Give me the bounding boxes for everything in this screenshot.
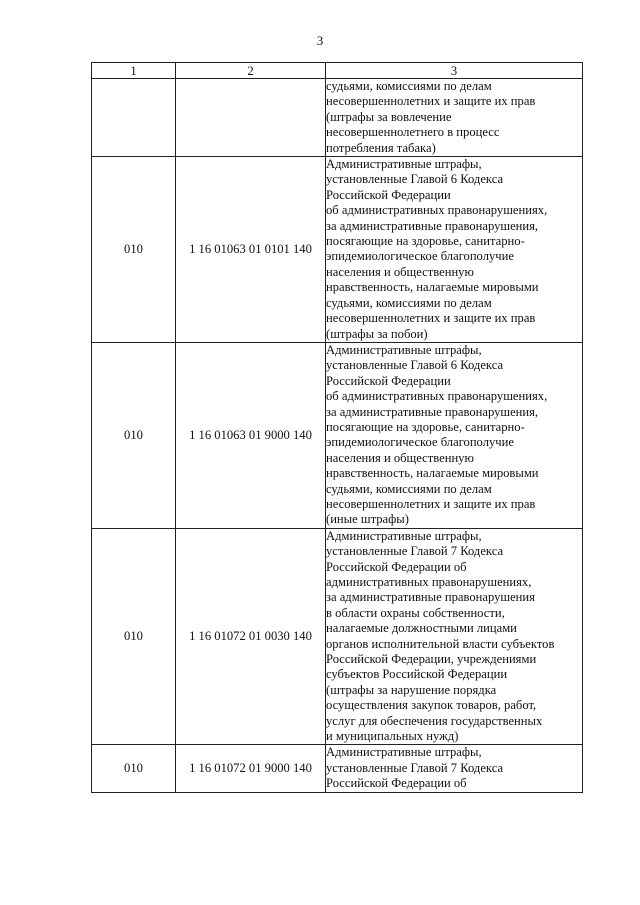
description-cell	[326, 745, 583, 792]
description-line: Российской Федерации об	[326, 559, 467, 574]
description-line: за административные правонарушения,	[326, 218, 539, 233]
description-line: Административные штрафы,	[326, 157, 482, 172]
description-line: несовершеннолетних и защите их прав	[326, 311, 536, 326]
description-line: (иные штрафы)	[326, 512, 409, 527]
description-line: несовершеннолетних и защите их прав	[326, 94, 536, 109]
description-line: об административных правонарушениях,	[326, 203, 548, 218]
description-cell	[326, 342, 583, 528]
description-cell	[326, 79, 583, 157]
description-line: (штрафы за вовлечение	[326, 109, 452, 124]
description-line: установленные Главой 6 Кодекса	[326, 358, 504, 373]
admin-code-cell	[92, 79, 176, 157]
description-line: органов исполнительной власти субъектов	[326, 636, 555, 651]
description-line: эпидемиологическое благополучие	[326, 435, 514, 450]
description-line: установленные Главой 6 Кодекса	[326, 172, 504, 187]
description-line: услуг для обеспечения государственных	[326, 713, 543, 728]
description-cell	[326, 157, 583, 343]
description-line: об административных правонарушениях,	[326, 389, 548, 404]
admin-code-cell: 010	[92, 342, 176, 528]
table-row	[92, 528, 583, 745]
table-row	[92, 342, 583, 528]
description-line: потребления табака)	[326, 140, 436, 155]
description-line: Административные штрафы,	[326, 528, 482, 543]
description-line: за административные правонарушения,	[326, 404, 539, 419]
description-line: судьями, комиссиями по делам	[326, 79, 492, 93]
description-cell	[326, 528, 583, 745]
description-line: Административные штрафы,	[326, 342, 482, 357]
description-line: посягающие на здоровье, санитарно-	[326, 419, 525, 434]
description-line: субъектов Российской Федерации	[326, 667, 508, 682]
description-line: Административные штрафы,	[326, 745, 482, 760]
description-line: за административные правонарушения	[326, 590, 535, 605]
table-row	[92, 79, 583, 157]
budget-code-cell: 1 16 01063 01 9000 140	[176, 342, 326, 528]
description-line: Российской Федерации, учреждениями	[326, 652, 537, 667]
budget-code-cell: 1 16 01063 01 0101 140	[176, 157, 326, 343]
description-line: нравственность, налагаемые мировыми	[326, 280, 539, 295]
description-line: судьями, комиссиями по делам	[326, 295, 492, 310]
description-line: посягающие на здоровье, санитарно-	[326, 234, 525, 249]
description-line: эпидемиологическое благополучие	[326, 249, 514, 264]
column-header-3: 3	[326, 63, 583, 79]
description-line: административных правонарушениях,	[326, 575, 532, 589]
description-line: осуществления закупок товаров, работ,	[326, 698, 537, 713]
table-row	[92, 745, 583, 792]
budget-code-cell	[176, 79, 326, 157]
description-line: Российской Федерации	[326, 187, 451, 202]
budget-codes-table	[91, 62, 583, 793]
description-line: Российской Федерации	[326, 373, 451, 388]
table-row	[92, 157, 583, 343]
description-line: нравственность, налагаемые мировыми	[326, 466, 539, 481]
description-line: (штрафы за побои)	[326, 326, 428, 341]
description-line: несовершеннолетнего в процесс	[326, 125, 500, 140]
column-header-2: 2	[176, 63, 326, 79]
description-line: Российской Федерации об	[326, 776, 467, 791]
budget-code-cell: 1 16 01072 01 0030 140	[176, 528, 326, 745]
admin-code-cell: 010	[92, 157, 176, 343]
budget-code-cell: 1 16 01072 01 9000 140	[176, 745, 326, 792]
table-header-row	[92, 63, 583, 79]
description-line: установленные Главой 7 Кодекса	[326, 544, 504, 559]
admin-code-cell: 010	[92, 745, 176, 792]
page-number: 3	[316, 33, 324, 48]
description-line: населения и общественную	[326, 450, 474, 465]
description-line: и муниципальных нужд)	[326, 729, 459, 744]
description-line: установленные Главой 7 Кодекса	[326, 760, 504, 775]
description-line: налагаемые должностными лицами	[326, 621, 517, 636]
column-header-1: 1	[92, 63, 176, 79]
description-line: несовершеннолетних и защите их прав	[326, 496, 536, 511]
description-line: населения и общественную	[326, 264, 474, 279]
description-line: в области охраны собственности,	[326, 605, 505, 620]
description-line: (штрафы за нарушение порядка	[326, 682, 497, 697]
admin-code-cell: 010	[92, 528, 176, 745]
description-line: судьями, комиссиями по делам	[326, 481, 492, 496]
